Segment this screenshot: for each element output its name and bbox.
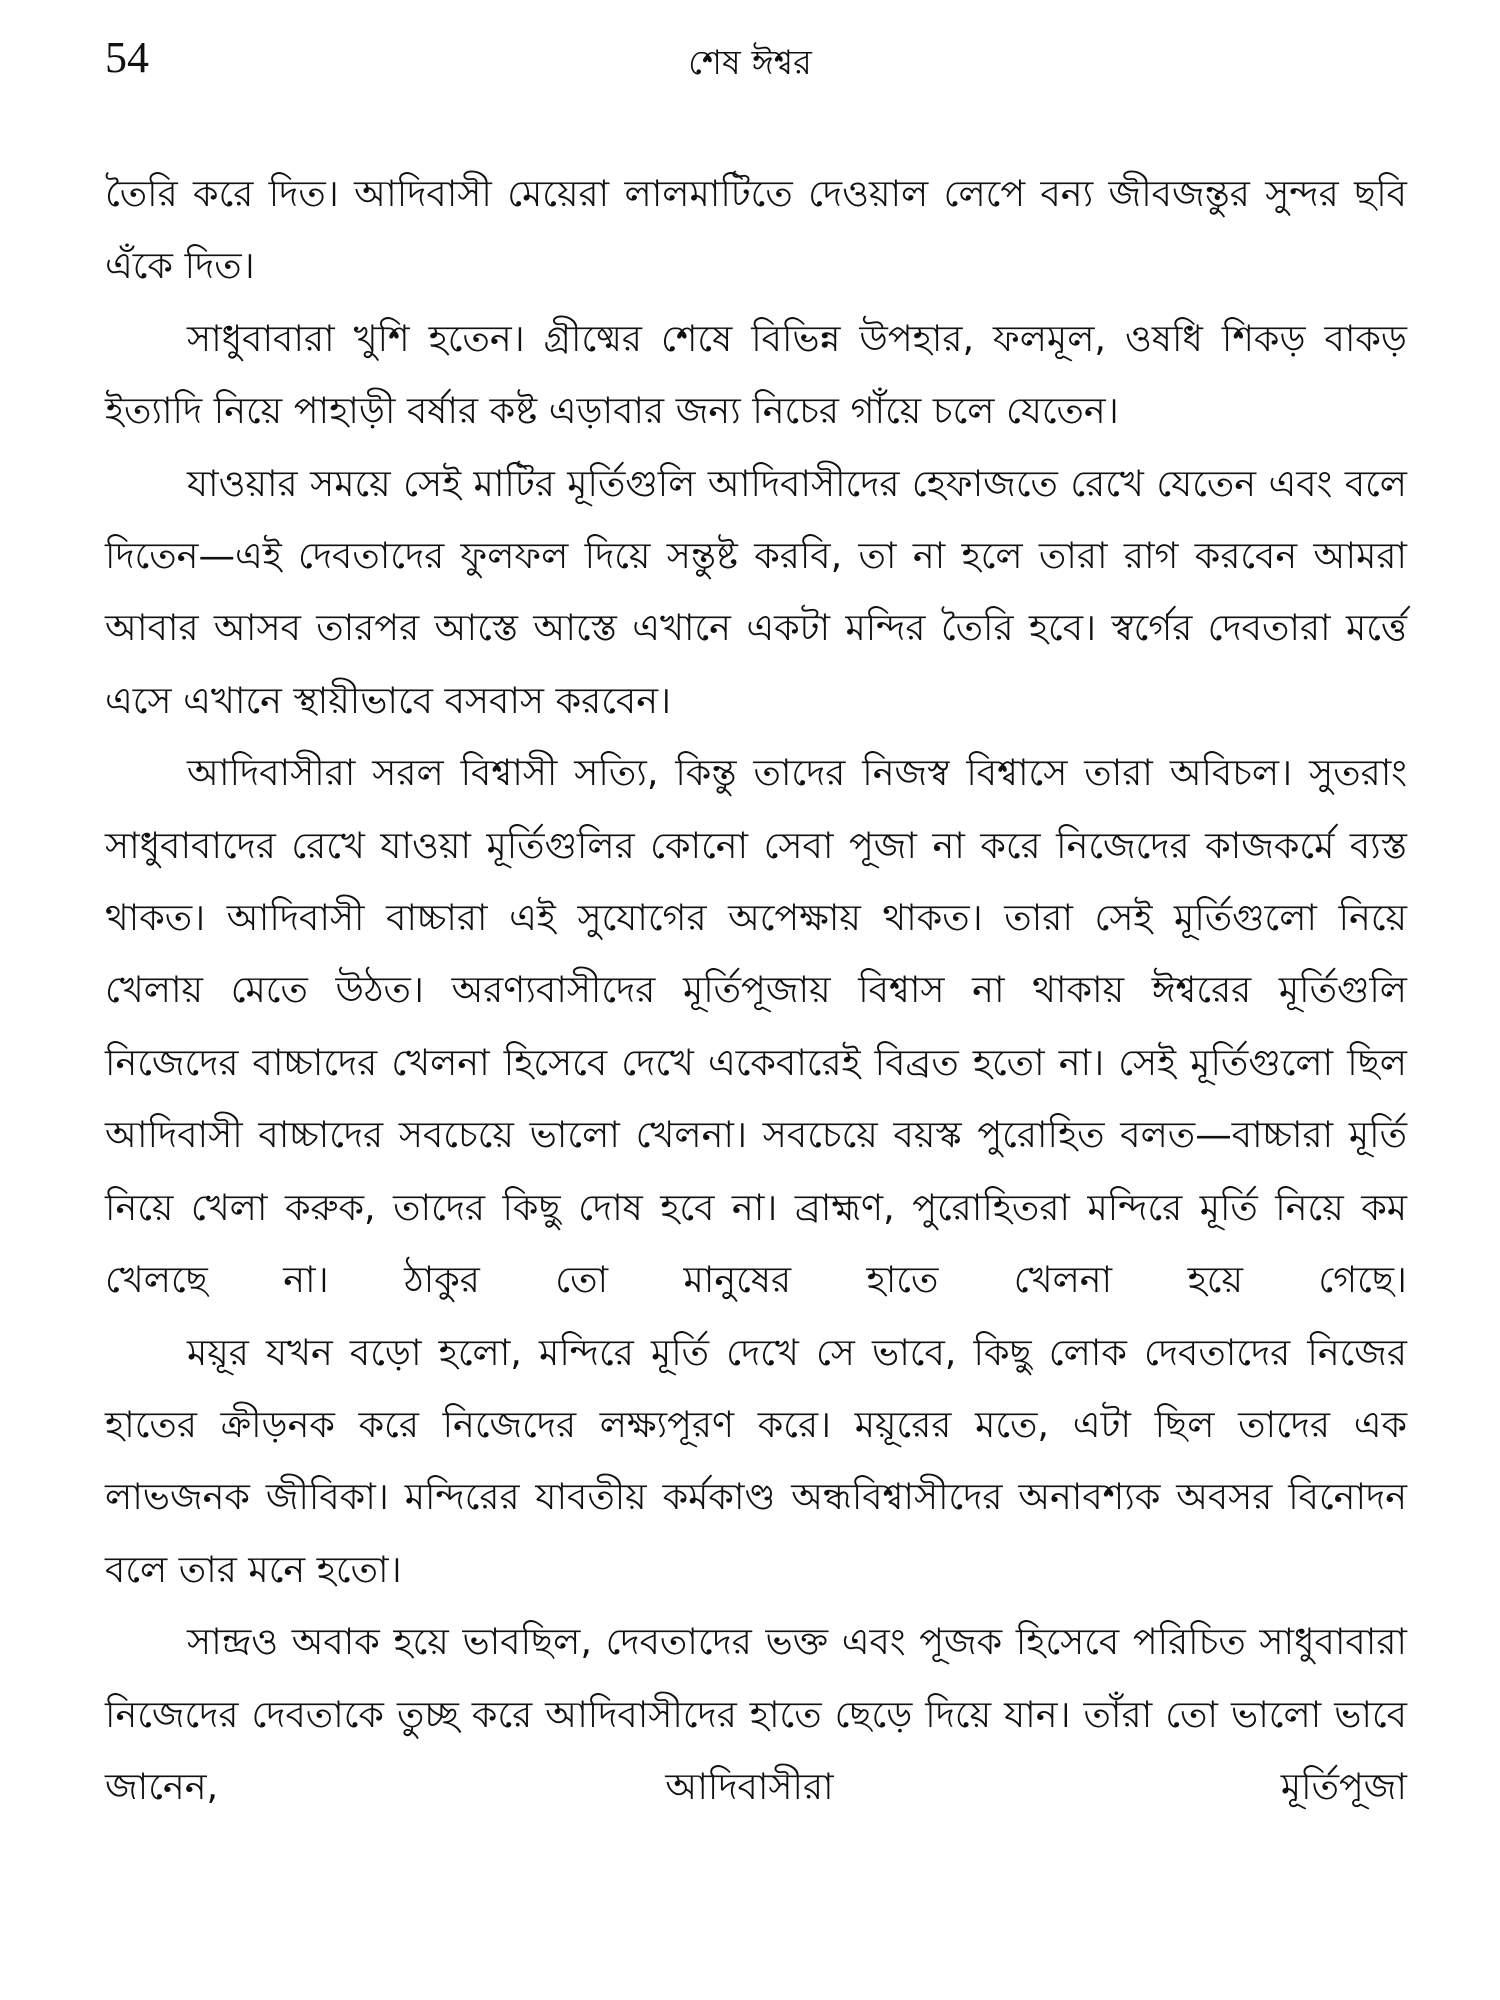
page-number: 54 [105, 33, 149, 82]
paragraph-5: ময়ূর যখন বড়ো হলো, মন্দিরে মূর্তি দেখে সে ভাবে, কিছু লোক দেবতাদের নিজের হাতের ক্রীড়নক করে নিজেদের লক্ষ্যপূরণ করে। ময়ূরের মতে, এটা ছিল তাদের এক লাভজনক জীবিকা। মন্দিরের যাবতীয় কর্মকাণ্ড অন্ধবিশ্বাসীদের অনাবশ্যক অবসর বিনোদন বলে তার মনে হতো। [105, 1330, 1407, 1591]
paragraph-2: সাধুবাবারা খুশি হতেন। গ্রীষ্মের শেষে বিভিন্ন উপহার, ফলমূল, ওষধি শিকড় বাকড় ইত্যাদি নিয়ে পাহাড়ী বর্ষার কষ্ট এড়াবার জন্য নিচের গাঁয়ে চলে যেতেন। [105, 316, 1407, 433]
paragraph-3: যাওয়ার সময়ে সেই মাটির মূর্তিগুলি আদিবাসীদের হেফাজতে রেখে যেতেন এবং বলে দিতেন—এই দেবতাদের ফুলফল দিয়ে সন্তুষ্ট করবি, তা না হলে তারা রাগ করবেন আমরা আবার আসব তারপর আস্তে আস্তে এখানে একটা মন্দির তৈরি হবে। স্বর্গের দেবতারা মর্ত্তে এসে এখানে স্থায়ীভাবে বসবাস করবেন। [105, 461, 1407, 722]
running-title: শেষ ঈশ্বর [688, 43, 812, 83]
paragraph-6: সান্দ্রও অবাক হয়ে ভাবছিল, দেবতাদের ভক্ত এবং পূজক হিসেবে পরিচিত সাধুবাবারা নিজেদের দেবতাকে তুচ্ছ করে আদিবাসীদের হাতে ছেড়ে দিয়ে যান। তাঁরা তো ভালো ভাবে জানেন, আদিবাসীরা মূর্তিপূজা [105, 1620, 1407, 1808]
paragraph-4: আদিবাসীরা সরল বিশ্বাসী সত্যি, কিন্তু তাদের নিজস্ব বিশ্বাসে তারা অবিচল। সুতরাং সাধুবাবাদের রেখে যাওয়া মূর্তিগুলির কোনো সেবা পূজা না করে নিজেদের কাজকর্মে ব্যস্ত থাকত। আদিবাসী বাচ্চারা এই সুযোগের অপেক্ষায় থাকত। তারা সেই মূর্তিগুলো নিয়ে খেলায় মেতে উঠত। অরণ্যবাসীদের মূর্তিপূজায় বিশ্বাস না থাকায় ঈশ্বরের মূর্তিগুলি নিজেদের বাচ্চাদের খেলনা হিসেবে দেখে একেবারেই বিব্রত হতো না। সেই মূর্তিগুলো ছিল আদিবাসী বাচ্চাদের সবচেয়ে ভালো খেলনা। সবচেয়ে বয়স্ক পুরোহিত বলত—বাচ্চারা মূর্তি নিয়ে খেলা করুক, তাদের কিছু দোষ হবে না। ব্রাহ্মণ, পুরোহিতরা মন্দিরে মূর্তি নিয়ে কম খেলছে না। ঠাকুর তো মানুষের হাতে খেলনা হয়ে গেছে। [105, 751, 1407, 1302]
body-text [105, 158, 1407, 1823]
paragraph-1: তৈরি করে দিত। আদিবাসী মেয়েরা লালমাটিতে দেওয়াল লেপে বন্য জীবজন্তুর সুন্দর ছবি এঁকে দিত। [105, 172, 1407, 288]
